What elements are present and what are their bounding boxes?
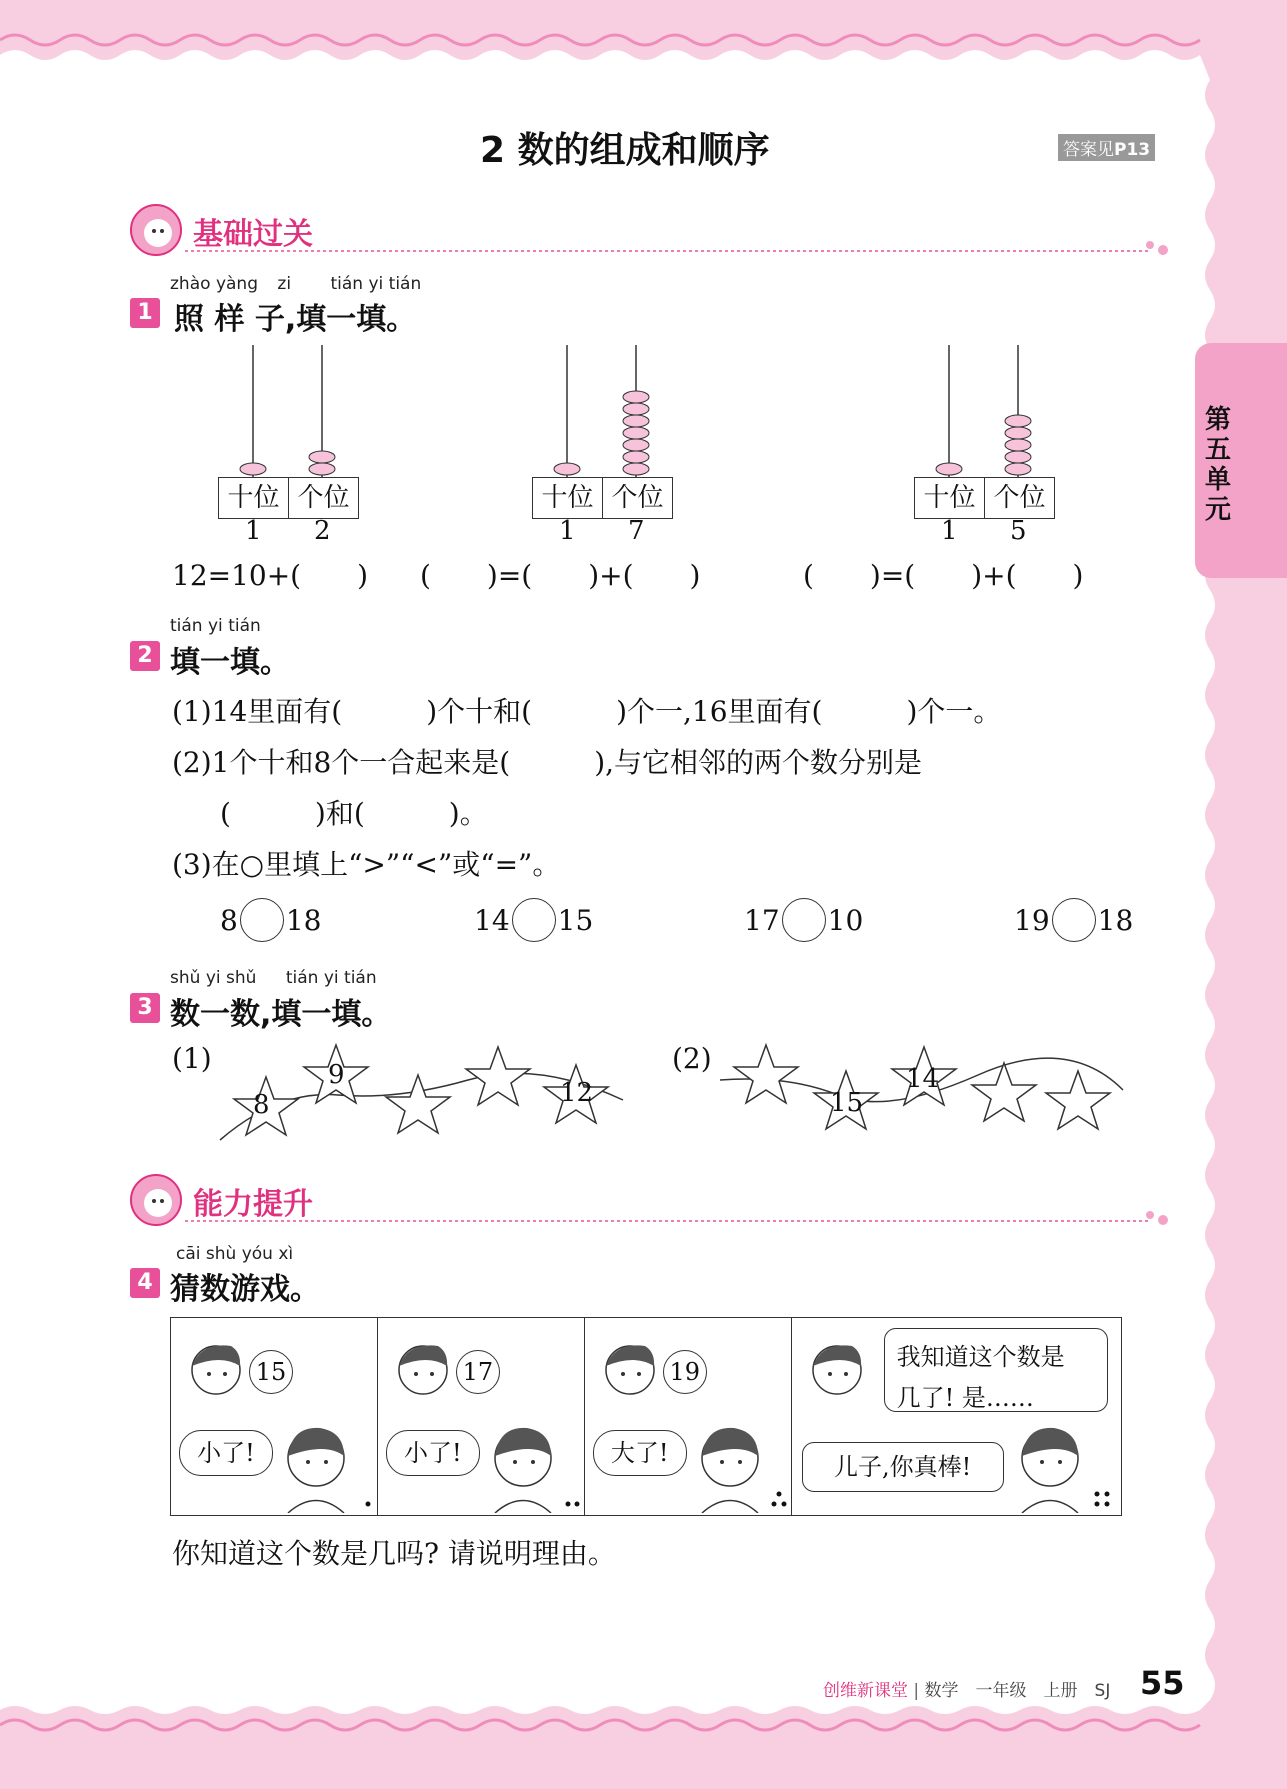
q4-question: 你知道这个数是几吗? 请说明理由。 [172, 1537, 616, 1570]
abacus-1 [216, 345, 364, 477]
q2-line-4: (3)在○里填上“>”“<”或“=”。 [172, 848, 561, 881]
footer-subject: 数学 一年级 上册 SJ [924, 1681, 1111, 1701]
abacus-3-tens-digit: 1 [941, 516, 958, 546]
reply-bubble-1: 小了! [179, 1430, 273, 1476]
q3-part2-label: (2) [672, 1042, 712, 1075]
guess-bubble-2: 17 [456, 1350, 500, 1394]
star-1-4[interactable] [466, 1047, 530, 1105]
compare-item-3: 17 10 [744, 898, 863, 942]
abacus-3-ones-digit: 5 [1010, 516, 1027, 546]
q2-line-3: ( )和( )。 [220, 797, 488, 830]
star-1-1-number: 8 [253, 1090, 270, 1120]
dice-dot-2-icon [563, 1498, 583, 1510]
father-face-icon [483, 1418, 563, 1513]
compare-circle-3[interactable] [782, 898, 826, 942]
q4-number: 4 [130, 1268, 160, 1298]
q3-part1-label: (1) [172, 1042, 212, 1075]
q2-title: 填一填。 [170, 645, 290, 680]
comic-panel-4 [792, 1318, 1121, 1515]
abacus-1-tens-digit: 1 [245, 516, 262, 546]
q2-line-1: (1)14里面有( )个十和( )个一,16里面有( )个一。 [172, 695, 1002, 728]
boy-face-icon [181, 1332, 251, 1402]
reply-bubble-3: 大了! [593, 1430, 687, 1476]
q1-equation-2: ( )=( )+( ) [420, 559, 701, 592]
section-advanced-title: 能力提升 [193, 1187, 313, 1222]
q2-pinyin: tián yi tián [170, 616, 261, 636]
compare-circle-2[interactable] [512, 898, 556, 942]
guess-bubble-1: 15 [249, 1350, 293, 1394]
answer-reference: 答案见P13 [1058, 134, 1155, 161]
final-guess-bubble: 我知道这个数是 几了! 是…… [884, 1328, 1108, 1412]
compare-item-1: 8 18 [220, 898, 321, 942]
mascot-girl-icon [128, 203, 188, 257]
q1-number: 1 [130, 298, 160, 328]
q3-number: 3 [130, 993, 160, 1023]
dice-dot-1-icon [363, 1498, 375, 1510]
q3-title: 数一数,填一填。 [170, 997, 392, 1032]
compare-circle-1[interactable] [240, 898, 284, 942]
praise-bubble: 儿子,你真棒! [802, 1442, 1004, 1492]
star-2-3-number: 14 [906, 1064, 940, 1094]
abacus-3 [912, 345, 1060, 477]
q2-number: 2 [130, 641, 160, 671]
compare-circle-4[interactable] [1052, 898, 1096, 942]
abacus-1-place-box: 十位 个位 [218, 477, 359, 519]
abacus-2-tens-digit: 1 [559, 516, 576, 546]
abacus-1-ones-digit: 2 [314, 516, 331, 546]
star-2-4[interactable] [972, 1063, 1036, 1121]
father-face-icon [1010, 1418, 1090, 1513]
q3-pinyin: shǔ yi shǔ tián yi tián [170, 968, 377, 988]
star-2-1[interactable] [734, 1045, 798, 1103]
star-chain-1-stars [234, 1045, 608, 1135]
q1-equation-1: 12=10+( ) [172, 559, 369, 592]
star-2-2-number: 15 [830, 1088, 864, 1118]
unit-side-tab-label: 第五单元 [1204, 405, 1231, 525]
footer-info: 创维新课堂 | 数学 一年级 上册 SJ [823, 1681, 1111, 1701]
q1-equation-3: ( )=( )+( ) [803, 559, 1084, 592]
compare-item-2: 14 15 [474, 898, 593, 942]
page-title: 2 数的组成和顺序 [480, 130, 770, 171]
q4-pinyin: cāi shù yóu xì [176, 1244, 294, 1264]
abacus-3-place-box: 十位 个位 [914, 477, 1055, 519]
comic-panel-2 [378, 1318, 585, 1515]
section-basic-divider [185, 236, 1175, 256]
boy-face-icon [802, 1332, 872, 1402]
q1-title: 照 样 子,填一填。 [174, 302, 417, 337]
star-2-5[interactable] [1046, 1071, 1110, 1129]
star-1-5-number: 12 [560, 1078, 594, 1108]
reply-bubble-2: 小了! [386, 1430, 480, 1476]
footer-brand: 创维新课堂 [823, 1681, 908, 1701]
abacus-2-ones-digit: 7 [628, 516, 645, 546]
compare-item-4: 19 18 [1014, 898, 1133, 942]
guess-bubble-3: 19 [663, 1350, 707, 1394]
boy-face-icon [388, 1332, 458, 1402]
abacus-2-place-box: 十位 个位 [532, 477, 673, 519]
father-face-icon [276, 1418, 356, 1513]
q4-title: 猜数游戏。 [170, 1272, 320, 1307]
star-1-3[interactable] [386, 1075, 450, 1133]
section-advanced-divider [185, 1206, 1175, 1226]
q1-pinyin: zhào yàng zi tián yi tián [170, 274, 422, 294]
star-1-2-number: 9 [328, 1060, 345, 1090]
father-face-icon [690, 1418, 770, 1513]
boy-face-icon [595, 1332, 665, 1402]
section-basic-title: 基础过关 [193, 217, 313, 252]
comic-panel-1 [171, 1318, 378, 1515]
page-number: 55 [1140, 1664, 1185, 1702]
comic-panel-3 [585, 1318, 792, 1515]
abacus-2 [530, 345, 678, 477]
guessing-game-comic [170, 1317, 1122, 1516]
mascot-monkey-icon [128, 1173, 188, 1227]
dice-dot-3-icon [769, 1490, 789, 1510]
dice-dot-4-icon [1092, 1490, 1112, 1510]
q2-line-2: (2)1个十和8个一合起来是( ),与它相邻的两个数分别是 [172, 746, 923, 779]
